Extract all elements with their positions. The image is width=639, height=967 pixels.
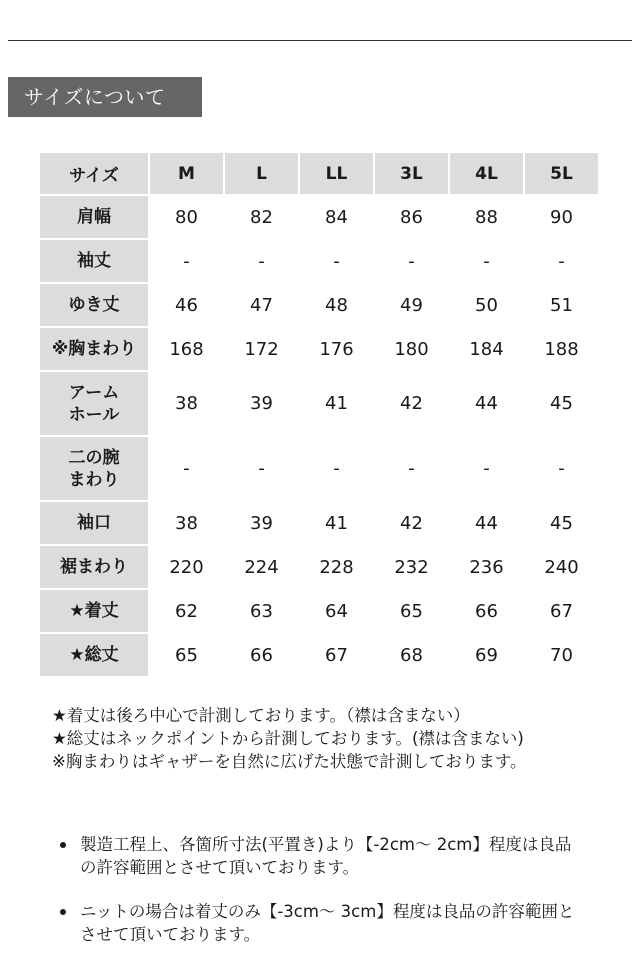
list-item bbox=[60, 833, 580, 879]
row-label: 袖口 bbox=[40, 502, 148, 544]
table-cell: 62 bbox=[150, 590, 223, 632]
row-label: ★総丈 bbox=[40, 634, 148, 676]
top-divider bbox=[8, 40, 632, 41]
table-cell: 176 bbox=[300, 328, 373, 370]
header-size: 4L bbox=[450, 153, 523, 194]
bullet-dot-icon bbox=[60, 909, 66, 915]
row-label: ゆき丈 bbox=[40, 284, 148, 326]
table-cell: 65 bbox=[375, 590, 448, 632]
row-label: ★着丈 bbox=[40, 590, 148, 632]
table-cell: - bbox=[525, 437, 598, 500]
table-cell: 232 bbox=[375, 546, 448, 588]
table-cell: 224 bbox=[225, 546, 298, 588]
bullet-text: ニットの場合は着丈のみ【-3cm～ 3cm】程度は良品の許容範囲とさせて頂いております。 bbox=[80, 902, 575, 944]
table-cell: - bbox=[150, 437, 223, 500]
table-header-row bbox=[40, 153, 598, 194]
table-cell: 84 bbox=[300, 196, 373, 238]
table-cell: 41 bbox=[300, 372, 373, 435]
table-row bbox=[40, 240, 598, 282]
table-cell: 64 bbox=[300, 590, 373, 632]
table-row bbox=[40, 502, 598, 544]
table-row bbox=[40, 284, 598, 326]
table-cell: 67 bbox=[300, 634, 373, 676]
header-size: 5L bbox=[525, 153, 598, 194]
table-cell: 65 bbox=[150, 634, 223, 676]
table-cell: 80 bbox=[150, 196, 223, 238]
table-cell: 49 bbox=[375, 284, 448, 326]
table-cell: 66 bbox=[225, 634, 298, 676]
header-size: L bbox=[225, 153, 298, 194]
header-size: LL bbox=[300, 153, 373, 194]
note-line: ※胸まわりはギャザーを自然に広げた状態で計測しております。 bbox=[52, 752, 527, 771]
table-cell: 44 bbox=[450, 372, 523, 435]
table-cell: - bbox=[375, 437, 448, 500]
table-row bbox=[40, 437, 598, 500]
bullet-text: 製造工程上、各箇所寸法(平置き)より【-2cm～ 2cm】程度は良品の許容範囲とさせて頂いております。 bbox=[80, 835, 572, 877]
table-row bbox=[40, 590, 598, 632]
section-title: サイズについて bbox=[8, 77, 202, 117]
table-cell: 63 bbox=[225, 590, 298, 632]
table-cell: 38 bbox=[150, 372, 223, 435]
table-row bbox=[40, 328, 598, 370]
table-row bbox=[40, 196, 598, 238]
table-row bbox=[40, 634, 598, 676]
table-cell: 88 bbox=[450, 196, 523, 238]
table-cell: 39 bbox=[225, 372, 298, 435]
table-cell: 86 bbox=[375, 196, 448, 238]
bullet-dot-icon bbox=[60, 842, 66, 848]
bullet-list bbox=[60, 833, 580, 967]
table-cell: - bbox=[225, 240, 298, 282]
list-item bbox=[60, 900, 580, 946]
table-row bbox=[40, 546, 598, 588]
header-size: M bbox=[150, 153, 223, 194]
row-label: 袖丈 bbox=[40, 240, 148, 282]
table-cell: 42 bbox=[375, 372, 448, 435]
table-cell: 44 bbox=[450, 502, 523, 544]
table-cell: - bbox=[150, 240, 223, 282]
table-cell: 41 bbox=[300, 502, 373, 544]
table-cell: 220 bbox=[150, 546, 223, 588]
table-cell: 45 bbox=[525, 372, 598, 435]
row-label: 裾まわり bbox=[40, 546, 148, 588]
table-cell: 82 bbox=[225, 196, 298, 238]
table-cell: 42 bbox=[375, 502, 448, 544]
table-cell: - bbox=[450, 437, 523, 500]
size-table bbox=[38, 151, 600, 678]
header-label: サイズ bbox=[40, 153, 148, 194]
table-cell: 172 bbox=[225, 328, 298, 370]
table-cell: 184 bbox=[450, 328, 523, 370]
table-cell: - bbox=[225, 437, 298, 500]
table-cell: 38 bbox=[150, 502, 223, 544]
table-cell: - bbox=[450, 240, 523, 282]
row-label: ※胸まわり bbox=[40, 328, 148, 370]
table-cell: - bbox=[525, 240, 598, 282]
table-cell: - bbox=[375, 240, 448, 282]
table-cell: 51 bbox=[525, 284, 598, 326]
table-cell: 47 bbox=[225, 284, 298, 326]
table-cell: 50 bbox=[450, 284, 523, 326]
table-cell: 48 bbox=[300, 284, 373, 326]
table-cell: 68 bbox=[375, 634, 448, 676]
table-cell: 39 bbox=[225, 502, 298, 544]
table-cell: 90 bbox=[525, 196, 598, 238]
note-line: ★総丈はネックポイントから計測しております。(襟は含まない) bbox=[52, 729, 524, 748]
table-cell: 180 bbox=[375, 328, 448, 370]
table-cell: - bbox=[300, 240, 373, 282]
table-cell: 188 bbox=[525, 328, 598, 370]
header-size: 3L bbox=[375, 153, 448, 194]
note-line: ★着丈は後ろ中心で計測しております。（襟は含まない） bbox=[52, 706, 470, 725]
row-label: アーム ホール bbox=[40, 372, 148, 435]
table-cell: 240 bbox=[525, 546, 598, 588]
row-label: 二の腕 まわり bbox=[40, 437, 148, 500]
table-cell: 228 bbox=[300, 546, 373, 588]
table-cell: 67 bbox=[525, 590, 598, 632]
table-row bbox=[40, 372, 598, 435]
table-cell: 66 bbox=[450, 590, 523, 632]
table-cell: 45 bbox=[525, 502, 598, 544]
table-cell: - bbox=[300, 437, 373, 500]
table-cell: 236 bbox=[450, 546, 523, 588]
table-cell: 70 bbox=[525, 634, 598, 676]
table-cell: 168 bbox=[150, 328, 223, 370]
table-cell: 46 bbox=[150, 284, 223, 326]
notes bbox=[52, 704, 592, 773]
row-label: 肩幅 bbox=[40, 196, 148, 238]
table-cell: 69 bbox=[450, 634, 523, 676]
